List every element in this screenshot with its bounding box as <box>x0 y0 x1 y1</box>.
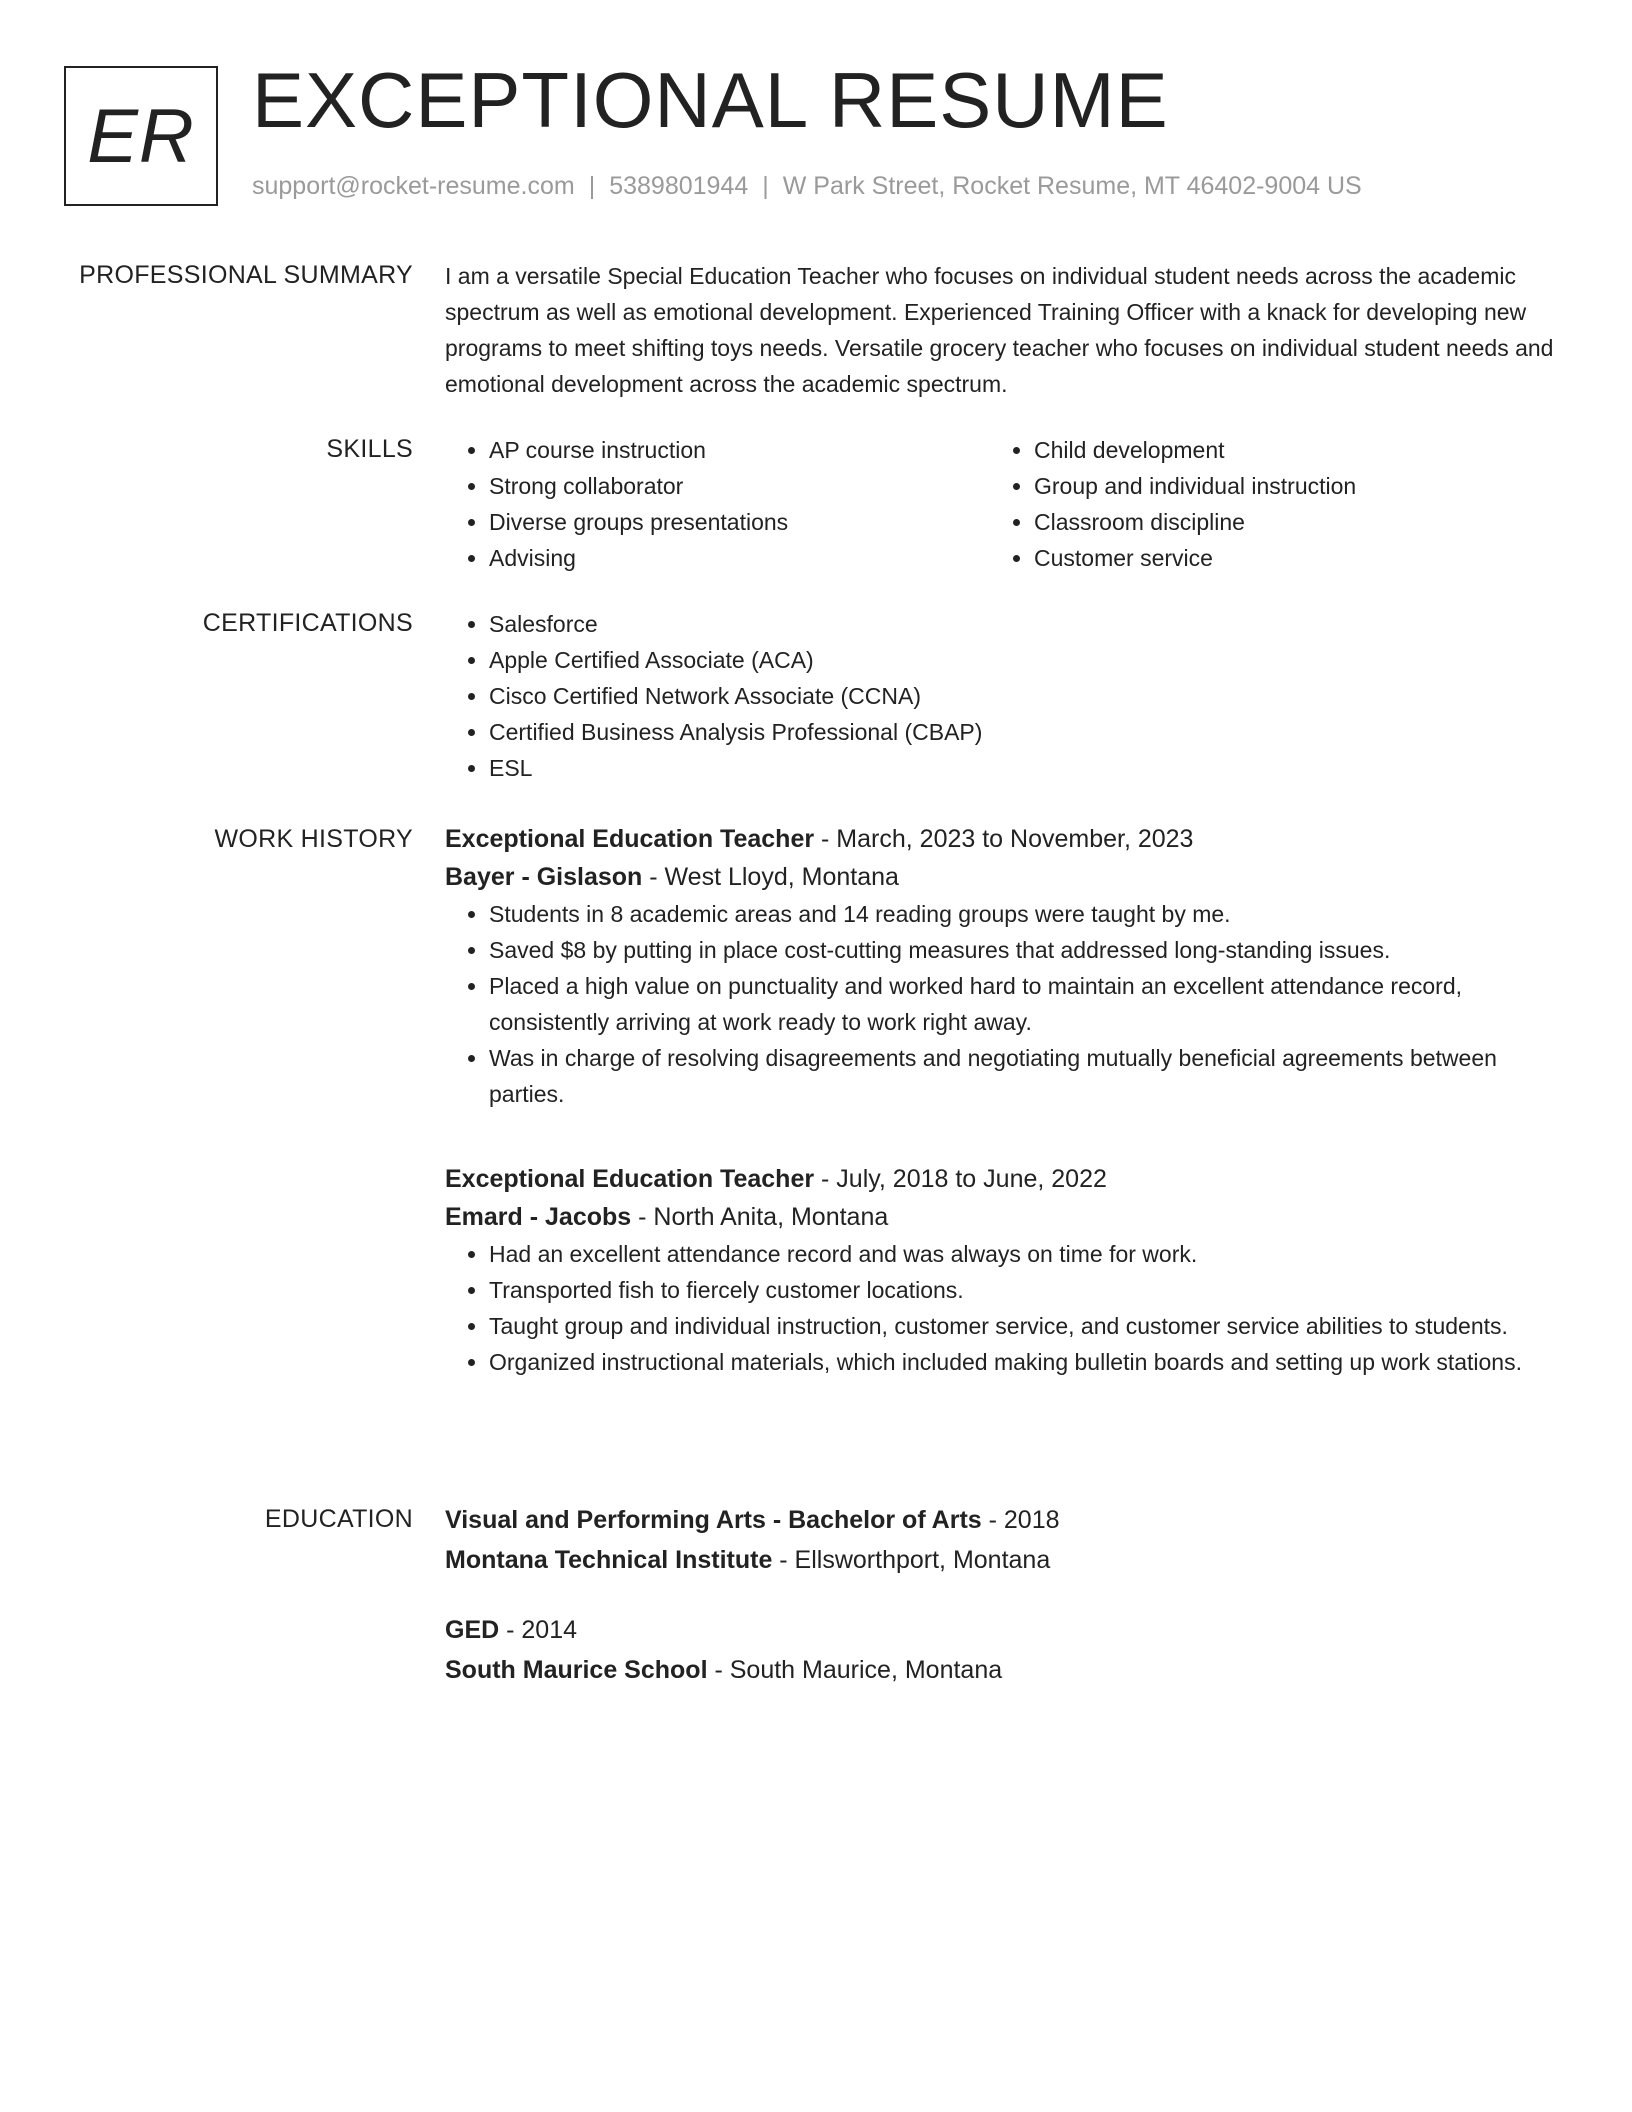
summary-text: I am a versatile Special Education Teacher who focuses on individual student needs across the academic spectrum as well as emotional development. Experienced Training Officer with a knack for developing new programs to meet shifting toys needs. Versatile grocery teacher who focuses on individual student needs and emotional development across the academic spectrum. <box>445 263 1554 397</box>
education-section <box>0 1500 1632 1690</box>
contact-separator: | <box>762 172 769 200</box>
list-item: • Transported fish to fiercely customer locations. <box>489 1272 1555 1308</box>
resume-body <box>0 258 1632 1690</box>
job-entry <box>445 820 1555 1160</box>
contact-line <box>252 172 1362 201</box>
contact-separator: | <box>588 172 596 200</box>
job-title: Exceptional Education Teacher <box>445 1165 815 1193</box>
list-item: • Advising <box>489 540 990 576</box>
certifications-list <box>445 606 1555 786</box>
list-item: • ESL <box>489 750 1555 786</box>
education-school-line <box>445 1650 1555 1690</box>
section-label-skills: SKILLS <box>326 435 413 463</box>
contact-email: support@rocket-resume.com <box>252 172 575 200</box>
list-item: • Cisco Certified Network Associate (CCNA) <box>489 678 1555 714</box>
list-item: • Diverse groups presentations <box>489 504 990 540</box>
education-year: - 2018 <box>981 1506 1060 1534</box>
job-company-line <box>445 1198 1555 1236</box>
contact-address: W Park Street, Rocket Resume, MT 46402-9004 US <box>782 172 1362 200</box>
list-item: • Certified Business Analysis Professional (CBAP) <box>489 714 1555 750</box>
summary-content <box>445 258 1555 402</box>
certifications-content <box>445 606 1555 786</box>
list-item: • AP course instruction <box>489 432 990 468</box>
list-item: • Child development <box>1034 432 1535 468</box>
job-title-line <box>445 820 1555 858</box>
work-history-content <box>445 820 1555 1380</box>
education-degree: GED <box>445 1616 500 1644</box>
job-entry <box>445 1160 1555 1380</box>
work-history-section <box>0 820 1632 1500</box>
section-label-certifications: CERTIFICATIONS <box>202 609 413 637</box>
education-location: - Ellsworthport, Montana <box>772 1546 1051 1574</box>
monogram-logo: ER <box>64 66 218 206</box>
job-location: - North Anita, Montana <box>631 1203 889 1231</box>
list-item: • Taught group and individual instruction, customer service, and customer service abilities to students. <box>489 1308 1555 1344</box>
list-item: • Had an excellent attendance record and was always on time for work. <box>489 1236 1555 1272</box>
job-dates: - March, 2023 to November, 2023 <box>814 825 1194 853</box>
education-degree: Visual and Performing Arts - Bachelor of Arts <box>445 1506 982 1534</box>
section-label-summary: PROFESSIONAL SUMMARY <box>79 261 413 289</box>
skills-section <box>0 432 1632 606</box>
list-item: • Strong collaborator <box>489 468 990 504</box>
resume-name: EXCEPTIONAL RESUME <box>252 56 1169 144</box>
job-company: Emard - Jacobs <box>445 1203 632 1231</box>
certifications-section <box>0 606 1632 820</box>
job-dates: - July, 2018 to June, 2022 <box>814 1165 1107 1193</box>
skills-list-left <box>445 432 990 576</box>
job-title-line <box>445 1160 1555 1198</box>
list-item: • Customer service <box>1034 540 1535 576</box>
education-location: - South Maurice, Montana <box>707 1656 1003 1684</box>
list-item: • Was in charge of resolving disagreements and negotiating mutually beneficial agreements between parties. <box>489 1040 1555 1112</box>
list-item: • Apple Certified Associate (ACA) <box>489 642 1555 678</box>
list-item: • Group and individual instruction <box>1034 468 1535 504</box>
education-school-line <box>445 1540 1555 1580</box>
education-degree-line <box>445 1610 1555 1650</box>
contact-phone: 5389801944 <box>609 172 749 200</box>
education-school: South Maurice School <box>445 1656 708 1684</box>
education-entry <box>445 1500 1555 1610</box>
section-label-education: EDUCATION <box>264 1505 413 1533</box>
education-school: Montana Technical Institute <box>445 1546 773 1574</box>
list-item: • Students in 8 academic areas and 14 reading groups were taught by me. <box>489 896 1555 932</box>
education-year: - 2014 <box>499 1616 578 1644</box>
job-bullets <box>445 1236 1555 1380</box>
education-entry <box>445 1610 1555 1690</box>
list-item: • Saved $8 by putting in place cost-cutting measures that addressed long-standing issues. <box>489 932 1555 968</box>
summary-section <box>0 258 1632 432</box>
skills-list-right <box>990 432 1535 576</box>
skills-content <box>445 432 1555 576</box>
job-location: - West Lloyd, Montana <box>642 863 899 891</box>
job-bullets <box>445 896 1555 1112</box>
list-item: • Classroom discipline <box>1034 504 1535 540</box>
job-company: Bayer - Gislason <box>445 863 643 891</box>
list-item: • Salesforce <box>489 606 1555 642</box>
job-title: Exceptional Education Teacher <box>445 825 815 853</box>
education-content <box>445 1500 1555 1690</box>
list-item: • Placed a high value on punctuality and worked hard to maintain an excellent attendance record, consistently arriving at work ready to work right away. <box>489 968 1555 1040</box>
section-label-work-history: WORK HISTORY <box>214 825 413 853</box>
education-degree-line <box>445 1500 1555 1540</box>
job-company-line <box>445 858 1555 896</box>
list-item: • Organized instructional materials, which included making bulletin boards and setting up work stations. <box>489 1344 1555 1380</box>
